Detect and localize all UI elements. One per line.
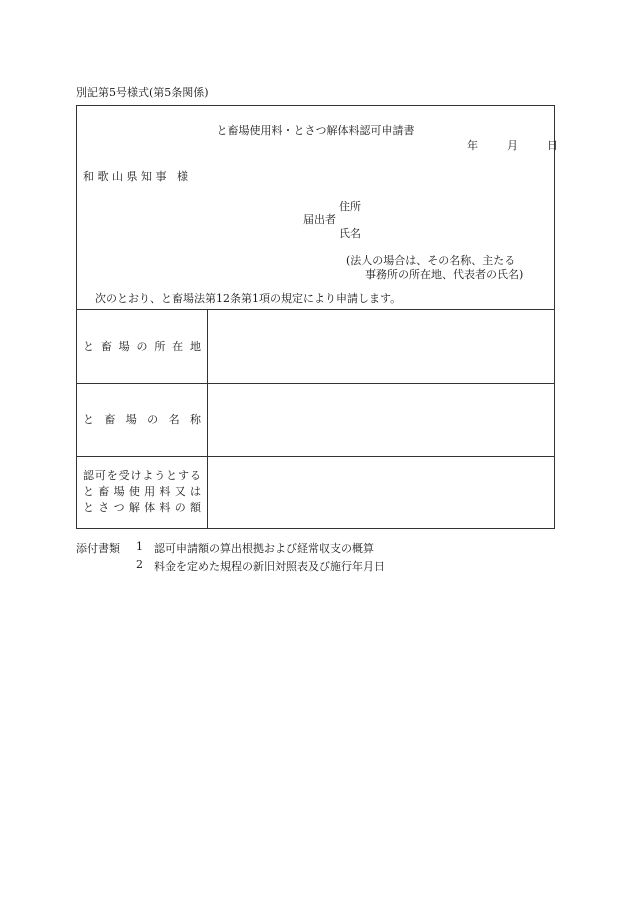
fee-amount-label <box>83 468 201 516</box>
label-char: 在 <box>172 340 184 353</box>
date-month-label: 月 <box>507 139 518 152</box>
fee-amount-field[interactable] <box>208 457 554 528</box>
label-char: 畜 <box>100 340 112 353</box>
label-char: の <box>147 413 159 426</box>
label-char: 場 <box>125 413 137 426</box>
label-char: 称 <box>189 413 201 426</box>
label-char: と <box>83 485 94 498</box>
fee-label-line-2 <box>83 484 201 500</box>
label-char: 可 <box>94 469 106 482</box>
label-char: と <box>83 413 94 426</box>
label-char: 畜 <box>98 485 110 498</box>
label-char: 場 <box>113 485 125 498</box>
location-label <box>83 339 201 355</box>
label-char: を <box>106 469 118 482</box>
document-title: と畜場使用料・とさつ解体料認可申請書 <box>216 124 415 137</box>
label-char: の <box>174 501 186 514</box>
name-label: 氏名 <box>339 227 361 240</box>
label-char: つ <box>113 501 125 514</box>
fee-label-line-3 <box>83 500 201 516</box>
address-label: 住所 <box>339 200 361 213</box>
label-char: と <box>83 340 94 353</box>
label-char: 又 <box>174 485 186 498</box>
form-number-label: 別記第5号様式(第5条関係) <box>76 86 209 99</box>
date-day-label: 日 <box>547 139 558 152</box>
addressee: 和歌山県知事 様 <box>83 170 192 183</box>
label-char: は <box>189 485 201 498</box>
label-char: 受 <box>118 469 130 482</box>
date-line <box>467 137 558 153</box>
attachment-number: 1 <box>136 540 143 553</box>
label-char: 料 <box>159 485 171 498</box>
label-char: 名 <box>168 413 180 426</box>
facility-name-field[interactable] <box>208 384 554 455</box>
label-char: る <box>189 469 201 482</box>
label-char: う <box>154 469 166 482</box>
label-char: 使 <box>128 485 140 498</box>
label-char: の <box>136 340 148 353</box>
label-char: 料 <box>159 501 171 514</box>
label-char: 場 <box>118 340 130 353</box>
facility-name-label <box>83 412 201 428</box>
label-char: け <box>130 469 142 482</box>
label-char: 体 <box>144 501 156 514</box>
label-char: 認 <box>83 469 94 482</box>
label-char: と <box>166 469 178 482</box>
attachment-item: 料金を定めた規程の新旧対照表及び施行年月日 <box>154 560 385 573</box>
fee-label-line-1 <box>83 468 201 484</box>
label-char: 畜 <box>104 413 116 426</box>
attachment-item: 認可申請額の算出根拠および経常収支の概算 <box>154 542 374 555</box>
location-field[interactable] <box>208 310 554 382</box>
date-year-label: 年 <box>467 139 478 152</box>
application-form <box>76 105 558 529</box>
request-sentence: 次のとおり、と畜場法第12条第1項の規定により申請します。 <box>95 292 402 305</box>
attachment-number: 2 <box>136 558 143 571</box>
attachments-label: 添付書類 <box>76 542 120 555</box>
label-char: さ <box>98 501 110 514</box>
label-char: 所 <box>154 340 166 353</box>
label-char: 解 <box>128 501 140 514</box>
corporate-note-line-2: 事務所の所在地、代表者の氏名) <box>365 268 524 281</box>
label-char: 額 <box>189 501 201 514</box>
corporate-note-line-1: (法人の場合は、その名称、主たる <box>346 254 516 267</box>
label-char: す <box>178 469 189 482</box>
notifier-label: 届出者 <box>303 213 336 226</box>
label-char: よ <box>142 469 154 482</box>
label-char: 用 <box>144 485 156 498</box>
label-char: と <box>83 501 94 514</box>
label-char: 地 <box>189 340 201 353</box>
